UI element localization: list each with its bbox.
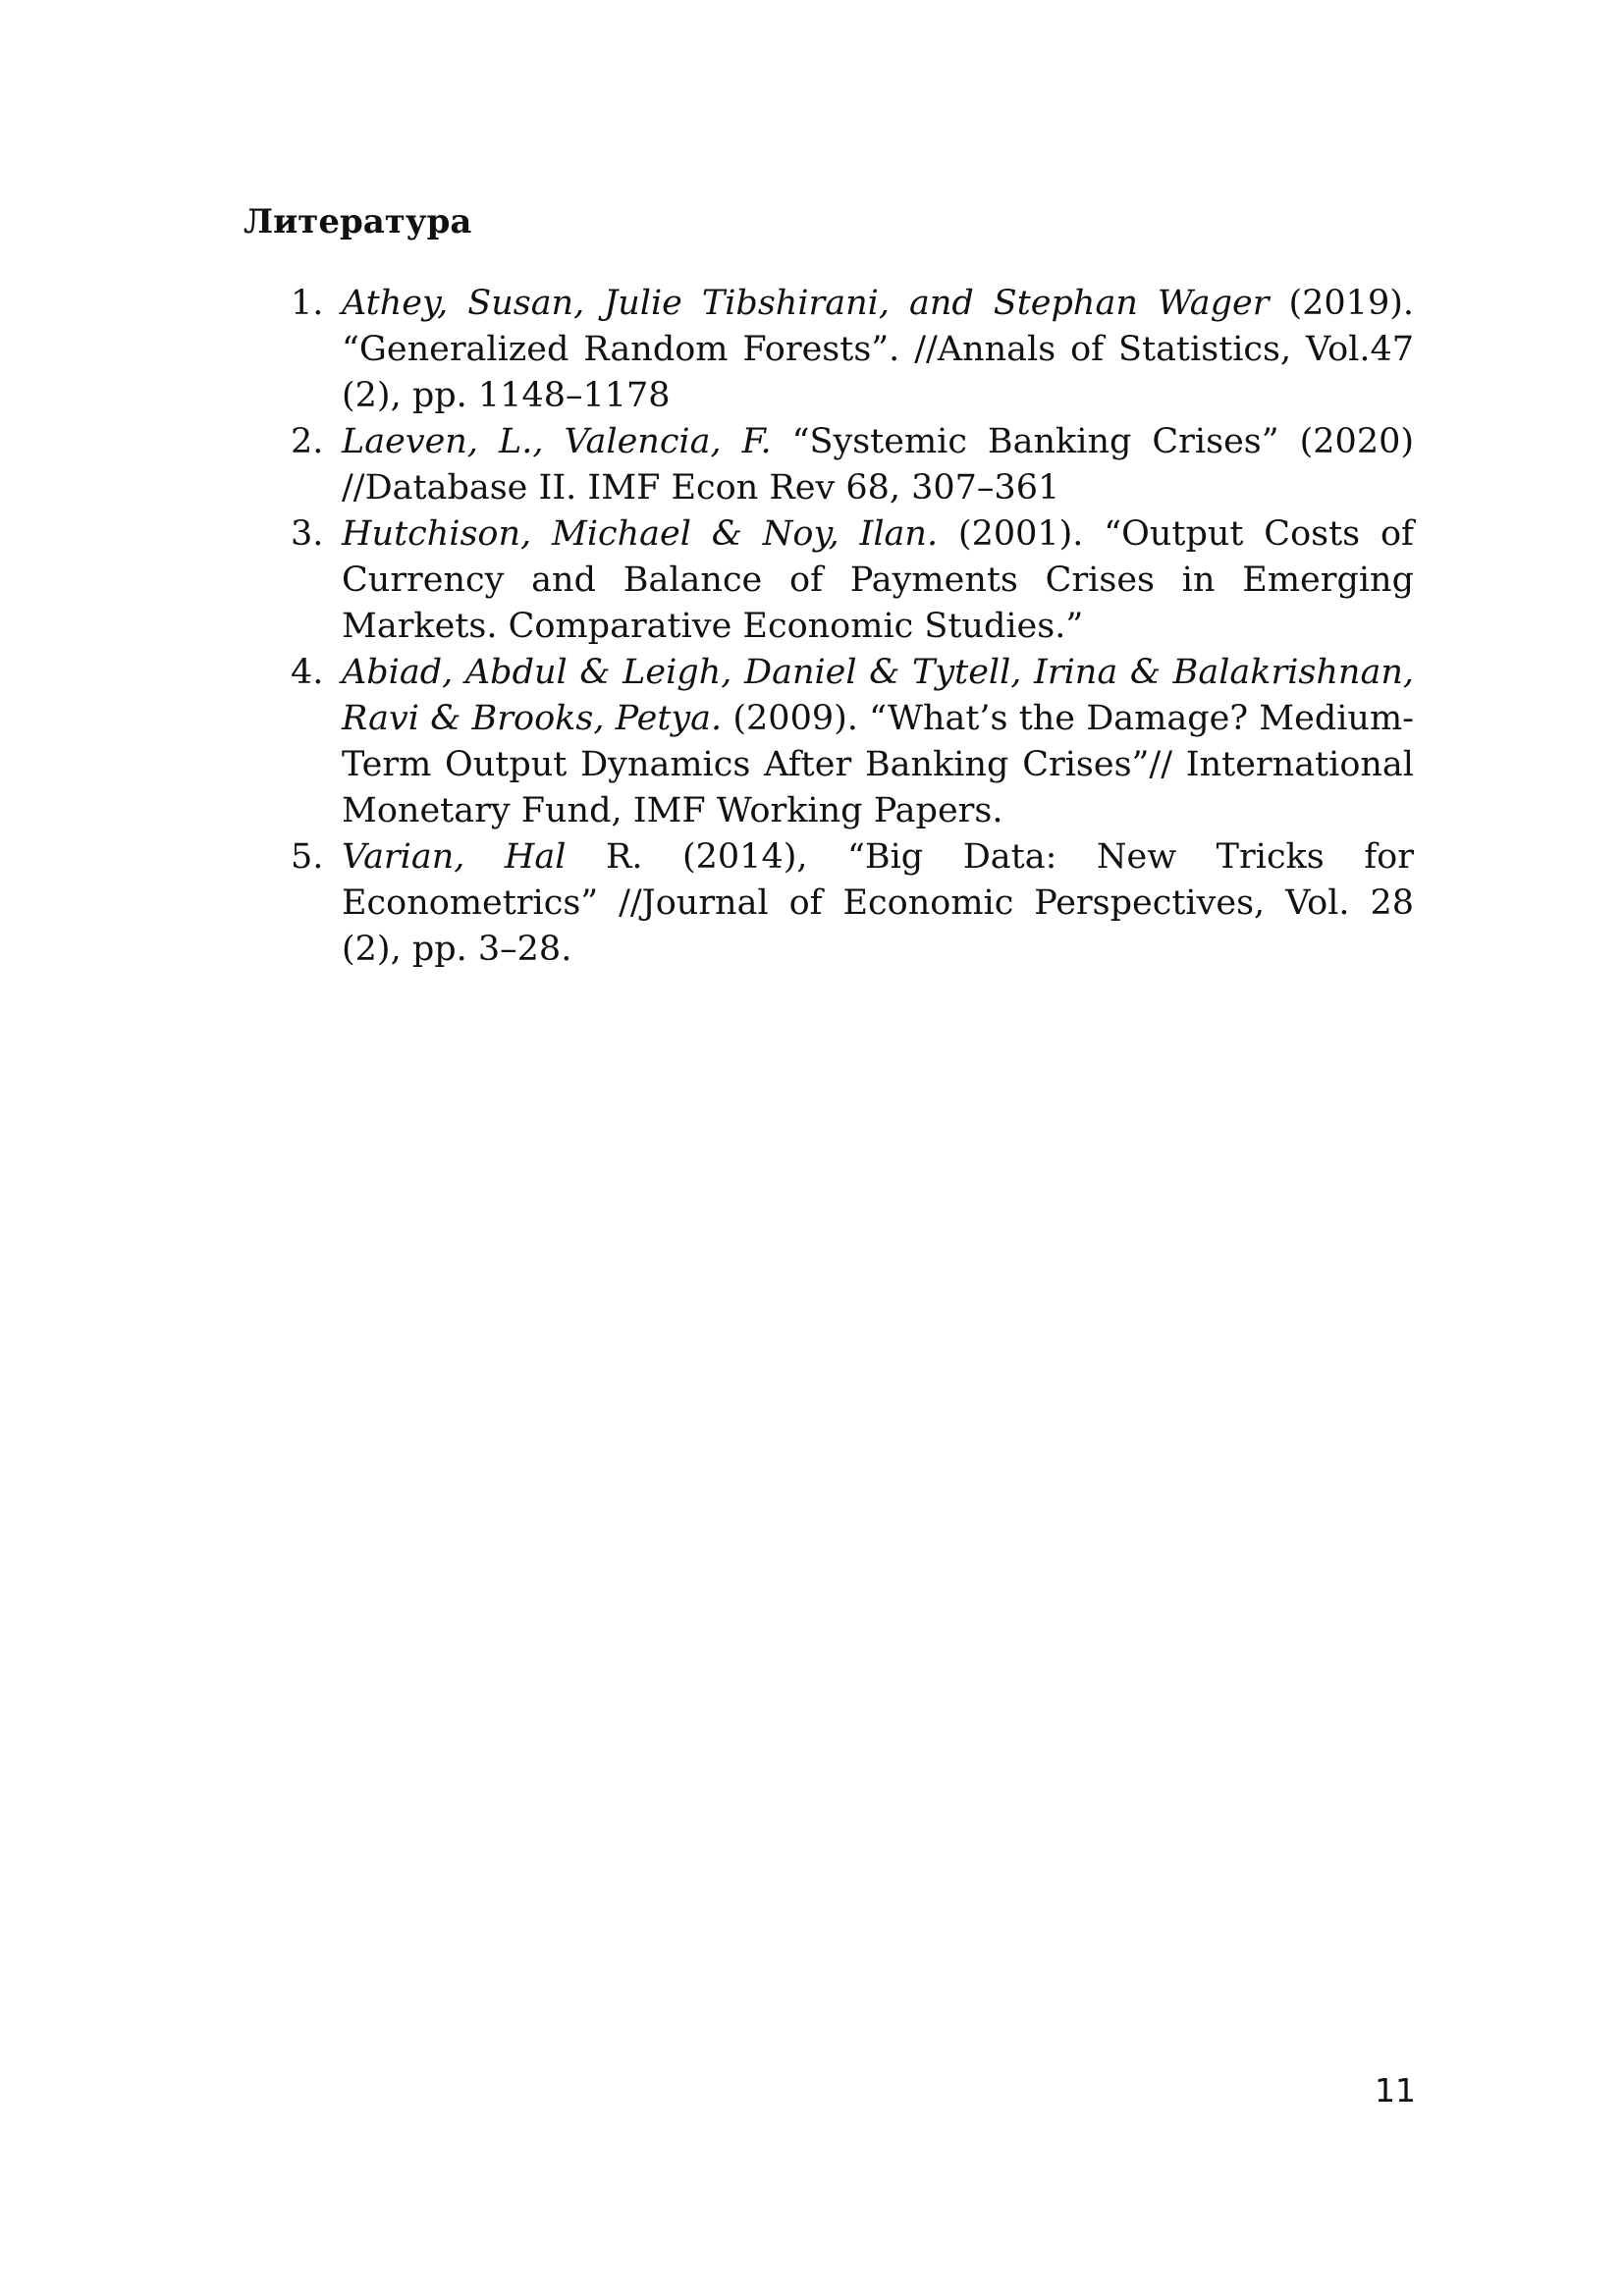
section-heading: Литература	[244, 202, 472, 241]
reference-number: 4.	[291, 653, 324, 692]
page-number: 11	[1375, 2071, 1416, 2109]
reference-number: 3.	[291, 514, 324, 554]
reference-item	[285, 281, 1414, 419]
reference-item	[285, 419, 1414, 511]
reference-number: 2.	[291, 422, 324, 461]
reference-authors: Hutchison, Michael & Noy, Ilan.	[342, 514, 939, 554]
reference-details: “Systemic Banking Crises” (2020) //Database II. IMF Econ Rev 68, 307–361	[342, 422, 1415, 507]
reference-number: 1.	[291, 284, 324, 323]
reference-details: R. (2014), “Big Data: New Tricks for Econometrics” //Journal of Economic Perspectives, Vol. 28 (2), pp. 3–28.	[342, 837, 1414, 969]
reference-number: 5.	[291, 837, 324, 877]
reference-item	[285, 834, 1414, 973]
reference-details: (2009). “What’s the Damage? Medium-Term Output Dynamics After Banking Crises”// International Monetary Fund, IMF Working Papers.	[342, 699, 1414, 830]
reference-authors: Laeven, L., Valencia, F.	[342, 422, 772, 461]
reference-authors: Varian, Hal	[342, 837, 567, 877]
reference-authors: Athey, Susan, Julie Tibshirani, and Stephan Wager	[342, 284, 1270, 323]
reference-item	[285, 511, 1414, 650]
reference-details: (2001). “Output Costs of Currency and Balance of Payments Crises in Emerging Markets. Comparative Economic Studies.”	[342, 514, 1414, 646]
reference-details: (2019). “Generalized Random Forests”. //Annals of Statistics, Vol.47 (2), pp. 1148–1178	[342, 284, 1414, 415]
reference-item	[285, 650, 1414, 834]
reference-authors: Abiad, Abdul & Leigh, Daniel & Tytell, Irina & Balakrishnan, Ravi & Brooks, Petya.	[342, 653, 1414, 738]
reference-list	[285, 281, 1414, 973]
